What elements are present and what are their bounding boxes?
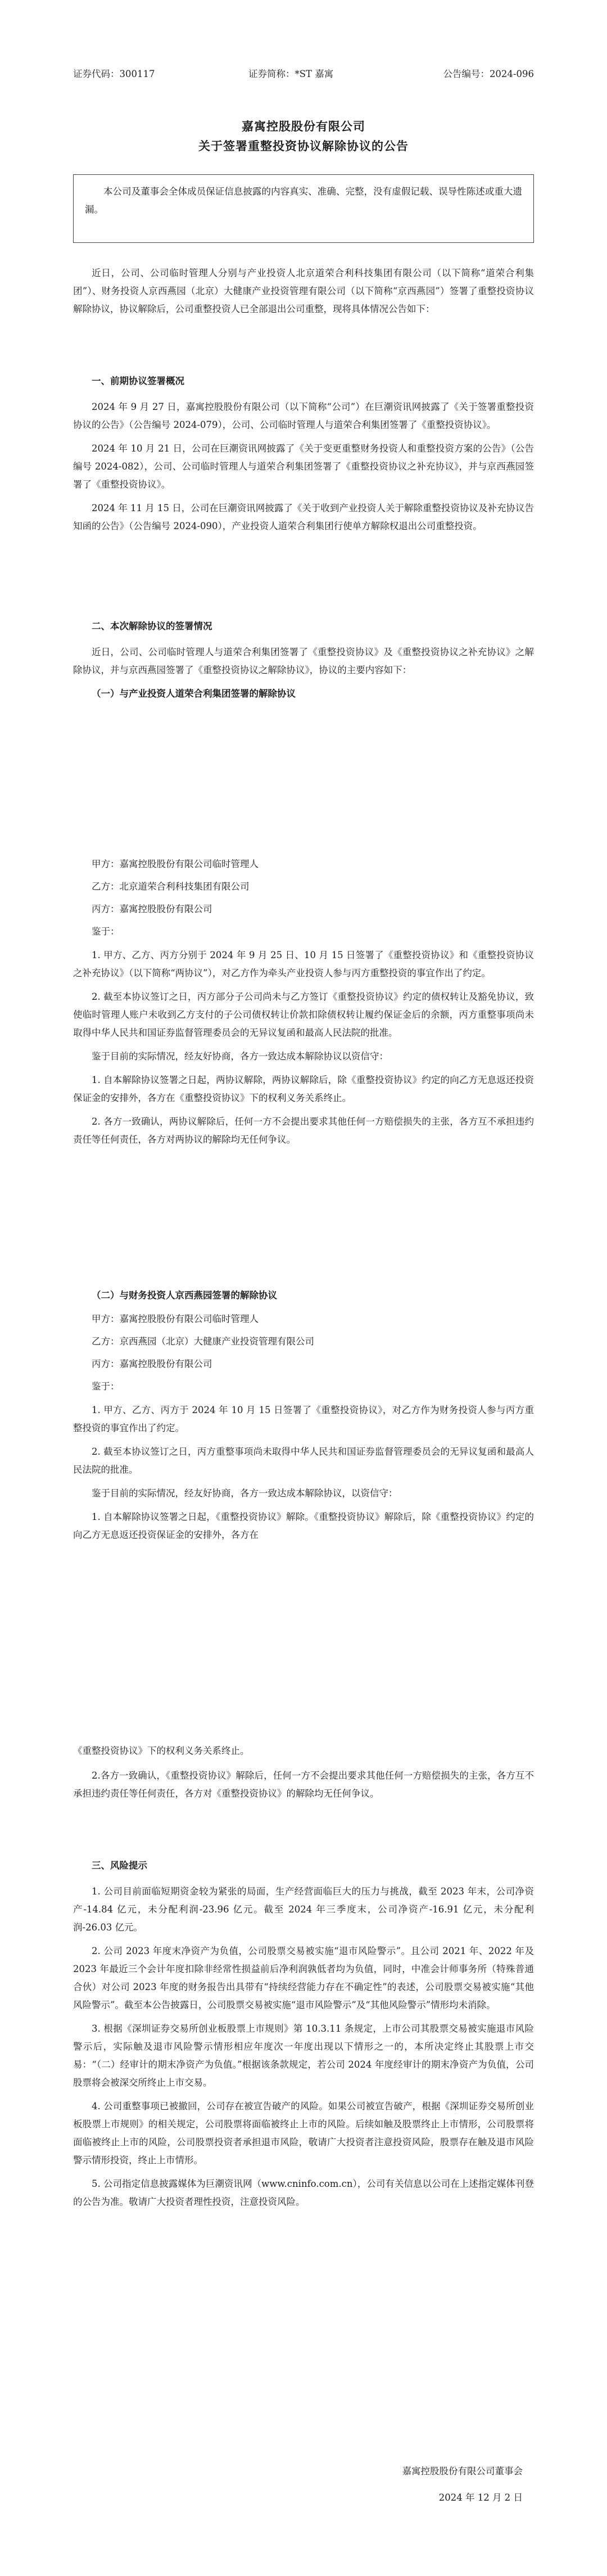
stock-abbreviation: 证券简称：*ST 嘉寓 xyxy=(248,69,334,79)
party-b: 乙方：京西燕园（北京）大健康产业投资管理有限公司 xyxy=(92,1336,314,1347)
section-termination-agreements xyxy=(73,617,534,703)
announcement-number: 公告编号：2024-096 xyxy=(443,69,534,79)
company-title: 嘉寓控股股份有限公司 xyxy=(242,119,365,133)
paragraph: 近日，公司、公司临时管理人与道荣合利集团签署了《重整投资协议》及《重整投资协议之补充协议》之解除协议，并与京西燕园签署了《重整投资协议之解除协议》，协议的主要内容如下： xyxy=(73,647,534,675)
clause: 2. 截至本协议签订之日，丙方部分子公司尚未与乙方签订《重整投资协议》约定的债权转让及豁免协议，致使临时管理人账户未收到乙方支付的子公司债权转让价款扣除债权转让履约保证金后的余额，丙方重整事项尚未取得中华人民共和国证券监督管理委员会的无异议复函和最高人民法院的批准。 xyxy=(73,991,534,1038)
subsection-heading: （二）与财务投资人京西燕园签署的解除协议 xyxy=(92,1290,277,1301)
clause: 1. 自本解除协议签署之日起，《重整投资协议》解除。《重整投资协议》解除后，除《重整投资协议》约定的向乙方无息返还投资保证金的安排外，各方在 xyxy=(73,1512,534,1540)
intro-block xyxy=(73,264,534,318)
paragraph: 2024 年 11 月 15 日，公司在巨潮资讯网披露了《关于收到产业投资人关于解除重整投资协议及补充协议告知函的公告》（公告编号 2024-090），产业投资人道荣合利集团行使单方解除权退出公司重整投资。 xyxy=(73,503,534,531)
subsection-industrial-investor xyxy=(73,855,534,1149)
clause: 2. 各方一致确认，两协议解除后，任何一方不会提出要求其他任何一方赔偿损失的主张，各方互不承担违约责任等任何责任，各方对两协议的解除均无任何争议。 xyxy=(73,1116,534,1145)
risk-item: 5. 公司指定信息披露媒体为巨潮资讯网（www.cninfo.com.cn），公司有关信息以公司在上述指定媒体刊登的公告为准。敬请广大投资者理性投资，注意投资风险。 xyxy=(73,2178,534,2207)
subsection-heading: （一）与产业投资人道荣合利集团签署的解除协议 xyxy=(92,688,296,699)
party-a: 甲方：嘉寓控股股份有限公司临时管理人 xyxy=(92,859,259,869)
signature-date: 2024 年 12 月 2 日 xyxy=(438,2492,523,2503)
section-heading: 三、风险提示 xyxy=(92,1860,147,1871)
risk-item: 2. 公司 2023 年度末净资产为负值，公司股票交易被实施“退市风险警示”。且公司 2021 年、2022 年及 2023 年最近三个会计年度扣除非经常性损益前后净利润孰低者均为负值，同时，中准会计师事务所（特殊普通合伙）对公司 2023 年度的财务报告出具带有“持续经营能力存在不确定性”的表述，公司股票交易被实施“其他风险警示”。截至本公告披露日，公司股票交易被实施“退市风险警示”及“其他风险警示”情形均未消除。 xyxy=(73,1946,534,2010)
clause: 鉴于目前的实际情况，经友好协商，各方一致达成本解除协议，以资信守： xyxy=(92,1488,398,1499)
clause-continued: 《重整投资协议》下的权利义务关系终止。 xyxy=(73,1745,250,1756)
notice-text: 本公司及董事会全体成员保证信息披露的内容真实、准确、完整，没有虚假记载、误导性陈述或重大遗漏。 xyxy=(85,186,522,215)
signature-company: 嘉寓控股股份有限公司董事会 xyxy=(402,2466,523,2476)
clause: 2. 截至本协议签订之日，丙方重整事项尚未取得中华人民共和国证券监督管理委员会的无异议复函和最高人民法院的批准。 xyxy=(73,1446,534,1475)
risk-item: 4. 公司重整事项已被撤回，公司存在被宣告破产的风险。如果公司被宣告破产，根据《深圳证券交易所创业板股票上市规则》的相关规定，公司股票将面临被终止上市的风险。后续如触及股票终止上市情形，公司股票将面临被终止上市的风险，公司股票投资者承担退市风险，敬请广大投资者注意投资风险，股票存在触及退市风险警示情形投资，终止上市情形。 xyxy=(73,2101,534,2166)
party-b: 乙方：北京道荣合利科技集团有限公司 xyxy=(92,881,250,892)
party-c: 丙方：嘉寓控股股份有限公司 xyxy=(92,904,212,914)
subsection-financial-investor xyxy=(73,1287,534,1544)
clause: 2.各方一致确认，《重整投资协议》解除后，任何一方不会提出要求其他任何一方赔偿损失的主张，各方互不承担违约责任等任何责任，各方对《重整投资协议》的解除均无任何争议。 xyxy=(73,1770,534,1799)
board-guarantee-notice xyxy=(73,174,534,243)
section-heading: 一、前期协议签署概况 xyxy=(92,376,184,386)
risk-item: 3. 根据《深圳证券交易所创业板股票上市规则》第 10.3.11 条规定，上市公司其股票交易被实施退市风险警示后，实际触及退市风险警示情形相应年度次一年度出现以下情形之一的，本所决定终止其股票上市交易：“（二）经审计的期末净资产为负值。”根据该条款规定，若公司 2024 年度经审计的期末净资产为负值，公司股票将会被深交所终止上市交易。 xyxy=(73,2023,534,2088)
announcement-title: 关于签署重整投资协议解除协议的公告 xyxy=(198,139,409,153)
section-heading: 二、本次解除协议的签署情况 xyxy=(92,621,212,631)
clause: 鉴于目前的实际情况，经友好协商，各方一致达成本解除协议以资信守： xyxy=(92,1051,388,1062)
section-risk-warning xyxy=(73,1857,534,2211)
paragraph: 2024 年 10 月 21 日，公司在巨潮资讯网披露了《关于变更重整财务投资人和重整投资方案的公告》（公告编号 2024-082），公司、公司临时管理人与道荣合利集团签署了《重整投资协议之补充协议》，并与京西燕园签署了《重整投资协议》。 xyxy=(73,443,534,490)
clause: 1. 自本解除协议签署之日起，两协议解除，两协议解除后，除《重整投资协议》约定的向乙方无息返还投资保证金的安排外，各方在《重整投资协议》下的权利义务关系终止。 xyxy=(73,1075,534,1103)
whereas-label: 鉴于： xyxy=(92,1381,120,1392)
stock-code: 证券代码：300117 xyxy=(73,69,155,79)
clause: 1. 甲方、乙方、丙方于 2024 年 10 月 15 日签署了《重整投资协议》，对乙方作为财务投资人参与丙方重整投资的事宜作出了约定。 xyxy=(73,1405,534,1433)
party-a: 甲方：嘉寓控股股份有限公司临时管理人 xyxy=(92,1314,259,1324)
party-c: 丙方：嘉寓控股股份有限公司 xyxy=(92,1359,212,1369)
intro-paragraph: 近日，公司、公司临时管理人分别与产业投资人北京道荣合利科技集团有限公司（以下简称“道荣合利集团”）、财务投资人京西燕园（北京）大健康产业投资管理有限公司（以下简称“京西燕园”）签署了重整投资协议解除协议，协议解除后，公司重整投资人已全部退出公司重整，现将具体情况公告如下： xyxy=(73,268,534,314)
subsection-financial-investor-continued xyxy=(73,1742,534,1803)
whereas-label: 鉴于： xyxy=(92,926,120,937)
paragraph: 2024 年 9 月 27 日，嘉寓控股股份有限公司（以下简称“公司”）在巨潮资讯网披露了《关于签署重整投资协议的公告》（公告编号 2024-079），公司、公司临时管理人与道荣合利集团签署了《重整投资协议》。 xyxy=(73,401,534,430)
clause: 1. 甲方、乙方、丙方分别于 2024 年 9 月 25 日、10 月 15 日签署了《重整投资协议》和《重整投资协议之补充协议》（以下简称“两协议”），对乙方作为牵头产业投资人参与丙方重整投资的事宜作出了约定。 xyxy=(73,950,534,978)
section-prior-agreements xyxy=(73,372,534,535)
risk-item: 1. 公司目前面临短期资金较为紧张的局面，生产经营面临巨大的压力与挑战，截至 2023 年末，公司净资产-14.84 亿元，未分配利润-23.96 亿元。截至 2024 年三季度末，公司净资产-16.91 亿元，未分配利润-26.03 亿元。 xyxy=(73,1886,534,1933)
